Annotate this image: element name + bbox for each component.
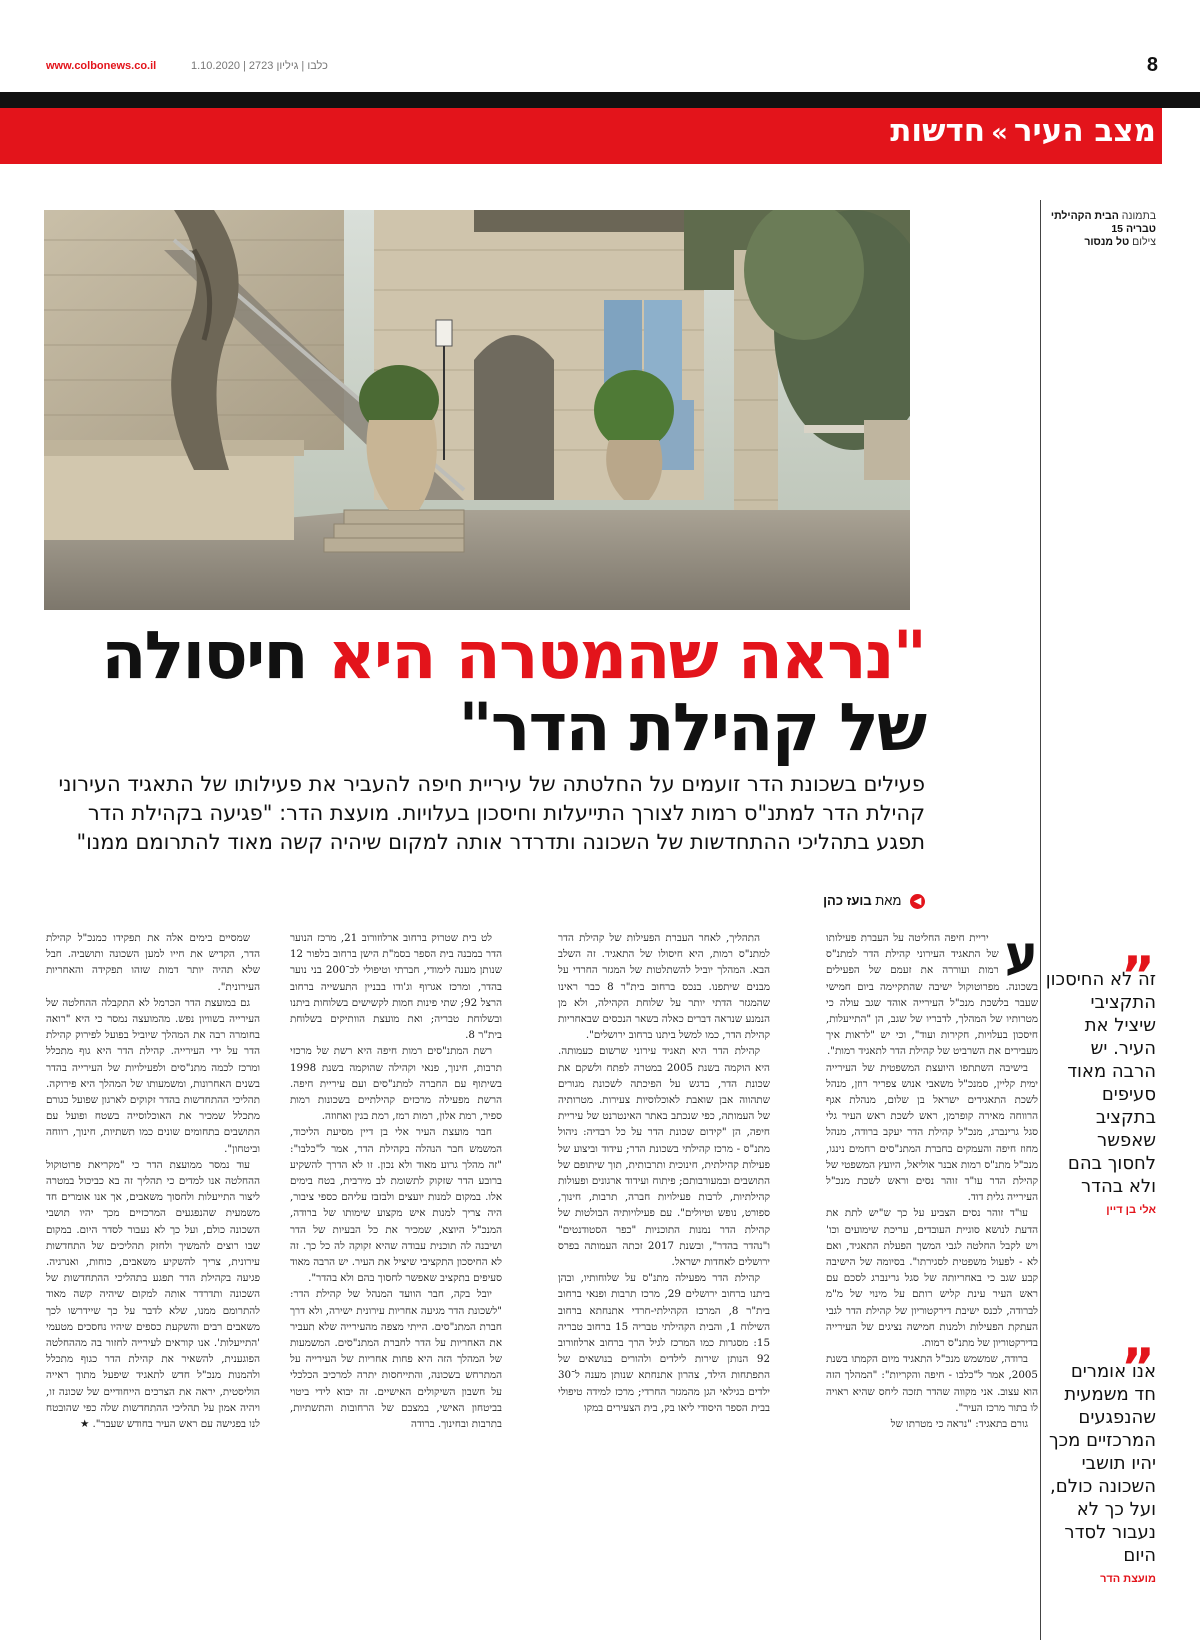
caption-title: הבית הקהילתי טבריה 15 [1050, 210, 1156, 235]
paragraph: ברודה, שמשמש מנכ"ל התאגיד מיום הקמתו בשנת 2005, אמר ל"כלבו - חיפה והקריות": "המהלך הזה הוא עצוב. אני מקווה שהדר תזכה ליחס שהיא ראויה לו בתור מרכז העיר". [826, 1353, 1038, 1414]
photo-caption [1038, 210, 1156, 249]
header-black-band [0, 92, 1200, 108]
caption-label: בתמונה [1121, 210, 1156, 222]
article-column-4 [46, 930, 260, 1622]
pull-quote-source: מועצת הדר [1100, 1573, 1156, 1585]
pull-quote [1044, 1310, 1156, 1585]
pull-quote-source: אלי בן דיין [1106, 1204, 1156, 1216]
quote-mark-icon: „ [1121, 918, 1156, 978]
article-headline [45, 617, 925, 766]
byline-author: בועז כהן [823, 893, 872, 908]
paragraph: רשת המתנ"סים רמות חיפה היא רשת של מרכזי תרבות, חינוך, פנאי וקהילה שהוקמה בשנת 1998 בשיתוף עם החברה למתנ"סים ועם עיריית חיפה. הרשת מפעילה מרכזים קהילתיים בשכונות רמות ספיר, רמת אלון, רמות רמז, רמת בגין ואחוזה. [290, 1045, 502, 1123]
paragraph: שמסיים בימים אלה את תפקידו כמנכ"ל קהילת הדר, הקדיש את חייו למען השכונה ותושביה. חבל שלא תהיה יותר דמות שזהו תפקידה והאחריות העירונית". [46, 932, 260, 993]
paragraph: עוד נמסר ממועצת הדר כי "מקריאת פרוטוקול ההחלטה אנו למדים כי תהליך זה בא כביכול במטרה ליצור התייעלות ולחסוך משאבים, אך אנו אומרים חד משמעית שהנפגעים המרכזיים מכך יהיו תושבי השכונה כולם, ועל כך לא נעבור לסדר היום. במקום שבו רוצים להמשיך ולחזק תהליכים של התחדשות עירונית, צריך להשקיע משאבים, כוחות, ואנרגיה. פגיעה בקהילת הדר תפגע בתהליכי ההתחדשות של השכונה ותדרדר אותה למקום שיהיה קשה מאוד להתרומם ממנו, שלא לדבר על כך שיידרשו לכך משאבים רבים והשקעת כספים שיהיו נחסכים מטעמי 'התייעלות'. אנו קוראים לעירייה לחזור בה מההחלטה הפוגענית, להשאיר את קהילת הדר כגוף מתכלל ולהמנות מנכ"ל חדש לתאגיד שיפעל מתוך ראייה הוליסטית, יראה את הצרכים הייחודיים של שכונה זו, ויהיה אמון על תהליכי ההתחדשות שלה כפי שהובטח לנו בפגישה עם ראש העיר בחודש שעבר". ★ [46, 1158, 260, 1431]
headline-black-part-1: חיסולה [101, 617, 307, 694]
headline-red-part: "נראה שהמטרה היא [327, 617, 925, 694]
site-url[interactable]: www.colbonews.co.il [46, 60, 157, 72]
quote-mark-icon: „ [1121, 1310, 1156, 1370]
paragraph: התהליך, לאחר העברת הפעילות של קהילת הדר למתנ"ס רמות, היא חיסולו של התאגיד. זה השלב הבא. המהלך יוביל להשתלטות של המגזר החרדי על מבנים שיתפנו. בנכס ברחוב בית"ר 8 כבר ראינו שהמגזר הדתי יותר על שלוחת הקהילה, ולא מן הנמנע שנראה דברים כאלה בשאר הנכסים שבאחריות קהילת הדר, כמו למשל ביתנו ברחוב ירושלים". [558, 932, 770, 1042]
paragraph: עו"ד זוהר נסים הצביע על כך ש"יש לתת את הדעת לנושא סוגיית העובדים, עריכת שימועים וכו' ויש לקבל החלטה לגבי המשך הפעלת התאגיד, ואם לא - לפעול משפטית לסגירתו". בסיומה של הישיבה קבע שגב כי באחריותה של סגל גרינברג לסכם עם ראש העיר עינת קליש רותם על מינוי של מ"מ לברודה, לכנס ישיבת דירקטוריון של קהילת הדר לגבי העתקת הפעילות ולמנות חמישה נציגים של העירייה בדירקטוריון של מתנ"ס רמות. [826, 1207, 1038, 1350]
section-chevron-icon: » [991, 118, 1008, 148]
paragraph: בישיבה השתתפו היועצת המשפטית של העירייה ימית קליין, סמנכ"ל משאבי אנוש צפריר רוזן, מנהל לשכת התאגידים ישראל בן שלום, מנהלת אגף הרווחה מאירה קופרמן, ראש לשכת ראש העיר גלי סגל גרינברג, מנכ"ל קהילת הדר יעקב ברודה, מנהל מחוז חיפה והעמקים בחברת המתנ"סים רחמים נינגו, מנכ"ל מתנ"ס רמות אבנר אוליאל, היועץ המשפטי של קהילת הדר עו"ד זוהר נסים וראש לשכת מנכ"ל העירייה גלית דוד. [826, 1061, 1038, 1204]
page-number: 8 [1146, 54, 1158, 76]
byline [823, 893, 925, 909]
pull-quote-text: אנו אומרים חד משמעית שהנפגעים המרכזיים מכך יהיו תושבי השכונה כולם, ועל כך לא נעבור לסדר היום [1048, 1361, 1156, 1566]
drop-cap: ע [1004, 930, 1038, 983]
article-photo [44, 210, 910, 610]
paragraph: גם במועצת הדר הכרמל לא התקבלה ההחלטה של העירייה בשוויון נפש. מהמועצה נמסר כי היא "רואה בחומרה רבה את המהלך שיוביל בפועל לפירוק קהילת הדר על ידי העירייה. קהילת הדר היא גוף מתכלל ומרכז לכמה מתנ"סים ולפעילויות של העירייה בהדר בשנים האחרונות, ומשמעותו של המהלך היא פירוקה. תהליכי ההתחדשות בהדר זקוקים לארגון שפועל כגורם מתכלל שמכיר את האוכלוסייה בשטח ופועל עם התושבים בתחומים שונים כמו תשתיות, חינוך, רווחה וביטחון". [46, 996, 260, 1155]
paragraph: חבר מועצת העיר אלי בן דיין מסיעת הליכוד, המשמש חבר הנהלה בקהילת הדר, אמר ל"כלבו": "זה מהלך גרוע מאוד ולא נכון. זו לא הדרך להשקיע ברובע הדר שזקוק לתשומת לב מירבית, בטח בימים אלו. במקום למנות יועצים ולבזבז עליהם כספי ציבור, היה צריך למנות איש מקצוע שימותו של ברודה, המנכ"ל היוצא, שמכיר את כל הבעיות של הדר ושיבנה לה תוכנית עבודה שהיא זקוקה לה כל כך. זה לא החיסכון התקציבי שיציל את העיר. יש הרבה מאוד סעיפים בתקציב שאפשר לחסוך בהם ולא בהדר". [290, 1126, 502, 1285]
credit-name: טל מנסור [1084, 236, 1130, 248]
column-divider [1040, 200, 1041, 1640]
article-column-1 [826, 930, 1038, 1622]
pull-quote [1044, 918, 1156, 1216]
paragraph: גורם בתאגיד: "נראה כי מטרתו של [890, 1418, 1028, 1431]
paragraph: יריית חיפה החליטה על העברת פעילותו של התאגיד העירוני קהילת הדר למתנ"ס רמות ועוררה את זעמם של הפעילים בשכונה. מפרוטוקול ישיבה שהתקיימה ביום חמישי שעבר בלשכת מנכ"ל העירייה אוהד שגב עולה כי מטרותיו של המהלך, לדבריו של שגב, הן "התייעלות, חיסכון בעלויות, חקירות ועוד", וכי יש "לראות איך מעבירים את השרביט של קהילת הדר לתאגיד רמות". [826, 932, 1038, 1058]
section-main: מצב העיר [1013, 113, 1156, 149]
pull-quote-text: זה לא החיסכון התקציבי שיציל את העיר. יש הרבה מאוד סעיפים בתקציב שאפשר לחסוך בהם ולא בהדר [1045, 969, 1156, 1197]
paragraph: יובל בקה, חבר הוועד המנהל של קהילת הדר: "לשכונת הדר מגיעה אחריות עירונית ישירה, ולא דרך חברת המתנ"סים. הייתי מצפה מהעירייה שלא תעביר את האחריות על הדר לחברת המתנ"סים. המשמעות של המהלך הזה היא פחות אחריות של העירייה על המתרחש בשכונה, והתייחסות יתרה למרכיב הכלכלי על חשבון השיקולים האישיים. זה יבוא לידי ביטוי בביטחון האישי, במצבם של הרחובות והתשתיות, בתרבות ובחינוך. ברודה [290, 1288, 502, 1431]
article-subhead: פעילים בשכונת הדר זועמים על החלטתה של עיריית חיפה להעביר את פעילותו של התאגיד העירוני קהילת הדר למתנ"ס רמות לצורך התייעלות וחיסכון בעלויות. מועצת הדר: "פגיעה בקהילת הדר תפגע בתהליכי ההתחדשות של השכונה ותדרדר אותה למקום שיהיה קשה מאוד להתרומם ממנו" [58, 772, 925, 854]
paragraph: קהילת הדר מפעילה מתנ"ס על שלוחותיו, ובהן ביתנו ברחוב ירושלים 29, מרכז תרבות ופנאי ברחוב בית"ר 8, המרכז הקהילתי-חרדי אתנחתא ברחוב השילוח 1, והבית הקהילתי טבריה 15 ברחוב טבריה 15: מסגרות כמו המרכז לגיל הרך ברחוב ארלוזורוב 92 הנותן שירות לילדים ולהורים בנושאים של התפתחות הילד, צהרון אתנחתא שנותן מענה ל־30 ילדים בגילאי הגן מהמגזר החרדי; מרכז למידה טיפולי בבית הספר היסודי ליאו בק, בית הצעירים במקו [558, 1272, 770, 1414]
article-column-2 [558, 930, 770, 1622]
top-meta-line [46, 54, 1158, 80]
section-sub: חדשות [890, 113, 986, 149]
headline-black-part-2: של קהילת הדר" [458, 689, 925, 766]
arrow-icon: ◀ [910, 894, 925, 909]
credit-label: צילום [1132, 236, 1156, 248]
paragraph: קהילת הדר היא תאגיד עירוני שרשום כעמותה. היא הוקמה בשנת 2005 במטרה לפתח ולשקם את שכונת הדר, בדגש על הפיכתה לשכונת מגורים שתהווה אבן שואבת לאוכלוסיות צעירות. מטרותיה של העמותה, כפי שנכתב באתר האינטרנט של עיריית חיפה, הן "קידום שכונת הדר על כל רבדיה: ניהול מתנ"ס - מרכז קהילתי בשכונת הדר; עידוד וביצוע של פעילות קהילתית, חינוכית ותרבותית, תוך שיתופם של התושבים ובמעורבותם; פיתוח ועידוד ארגונים ופעולות קהילתיות, לרבות פעילויות חברה, תרבות, חינוך, ספורט, נופש וטיולים". עם פעילויותיה הבולטות של קהילת הדר נמנות התוכניות "כפר הסטודנטים" ו"נהדר בהדר", ובשנת 2017 זכתה העמותה בפרס ירושלים לאחדות ישראל. [558, 1045, 770, 1269]
article-column-3 [290, 930, 502, 1622]
section-title [890, 113, 1156, 149]
issue-meta: כלבו | גיליון 2723 | 1.10.2020 [191, 60, 328, 72]
byline-prefix: מאת [875, 893, 902, 908]
paragraph: לט בית שטרוק ברחוב ארלוזורוב 21, מרכז הנוער הדר במבנה בית הספר בסמ"ת הישן ברחוב בלפור 12 שנותן מענה לימודי, חברתי וטיפולי לכ־200 בני נוער בהדר, ומרכז אגרוף וג'ודו בבניין התעשייה ברחוב הרצל 92; שתי פינות חמות לקשישים בשלוחות ביתנו ובשלוחת טבריה; ואת מועצת הוותיקים בשלוחת בית"ר 8. [290, 932, 502, 1042]
